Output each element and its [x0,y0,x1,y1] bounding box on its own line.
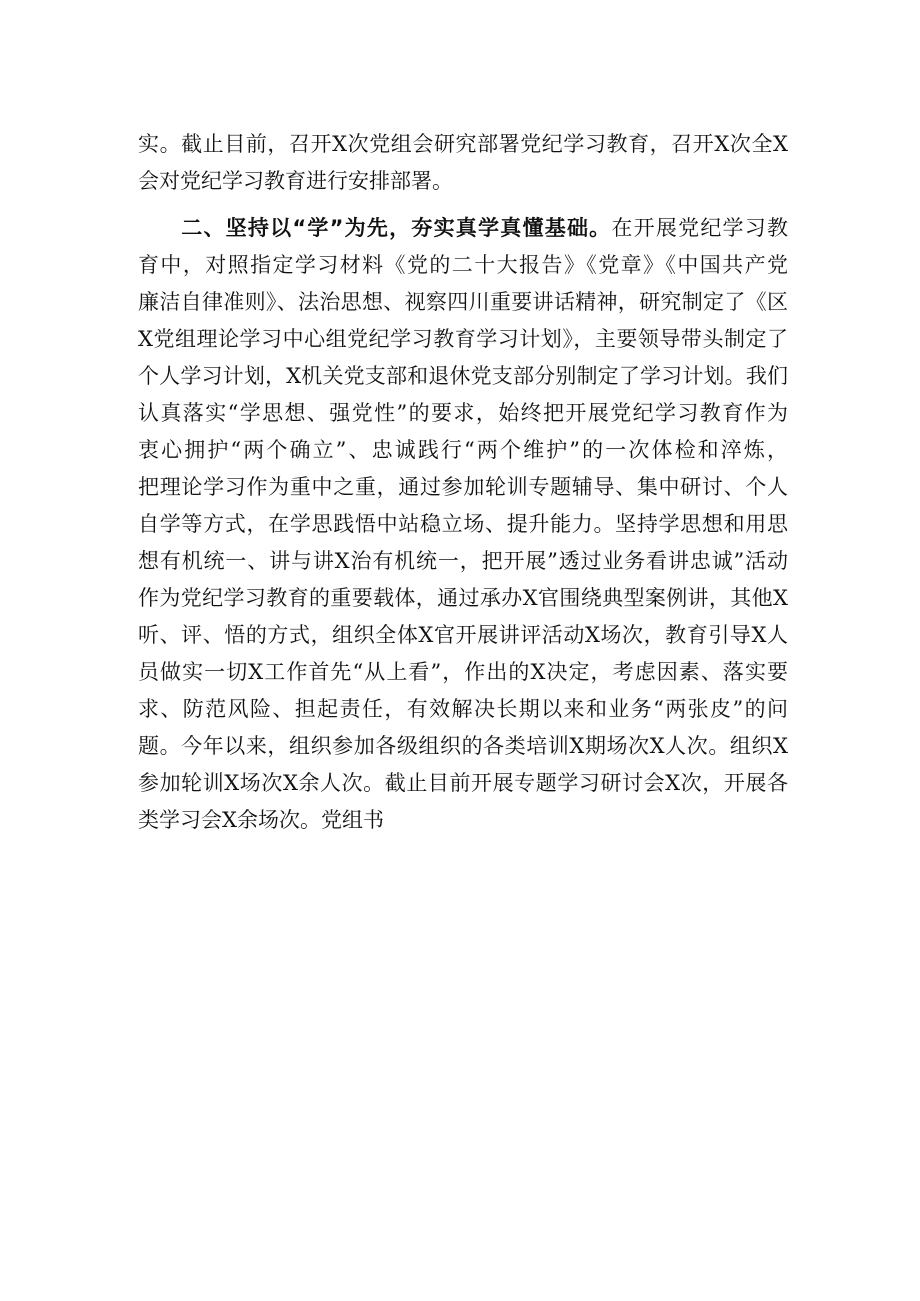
text-line: 题。今年以来，组织参加各级组织的各类培训X期场次X人次。组织X [138,734,788,758]
text-line: 廉洁自律准则》、法治思想、视察四川重要讲话精神，研究制定了《区 [138,290,788,314]
section-heading: 二、坚持以“学”为先，夯实真学真懂基础。 [180,216,612,240]
text-line: 员做实一切X工作首先“从上看”，作出的X决定，考虑因素、落实要 [138,660,788,684]
text-line: 参加轮训X场次X余人次。截止目前开展专题学习研讨会X次，开展各 [138,771,788,795]
text-line: 类学习会X余场次。党组书 [138,808,384,832]
text-line: 听、评、悟的方式，组织全体X官开展讲评活动X场次，教育引导X人 [138,623,788,647]
text-line: 求、防范风险、担起责任，有效解决长期以来和业务“两张皮”的问 [138,697,788,721]
text-line: 把理论学习作为重中之重，通过参加轮训专题辅导、集中研讨、个人 [138,475,788,499]
text-line: 会对党纪学习教育进行安排部署。 [138,169,453,193]
text-line: 想有机统一、讲与讲X治有机统一，把开展”透过业务看讲忠诚”活动 [138,549,788,573]
text-line: 作为党纪学习教育的重要载体，通过承办X官围绕典型案例讲，其他X [138,586,788,610]
text-line: X党组理论学习中心组党纪学习教育学习计划》，主要领导带头制定了 [138,327,788,351]
text-line: 自学等方式，在学思践悟中站稳立场、提升能力。坚持学思想和用思 [138,512,788,536]
text-line: 衷心拥护“两个确立”、忠诚践行“两个维护”的一次体检和淬炼， [138,438,788,462]
text-line: 认真落实“学思想、强党性”的要求，始终把开展党纪学习教育作为 [138,401,788,425]
text-line-first [138,210,788,247]
document-body [138,126,788,839]
text-line: 个人学习计划，X机关党支部和退休党支部分别制定了学习计划。我们 [138,364,788,388]
section-heading-continuation: 在开展党纪学习教 [611,216,788,240]
paragraph-1 [138,126,788,200]
paragraph-spacer [138,200,788,210]
text-line: 育中，对照指定学习材料《党的二十大报告》《党章》《中国共产党 [138,253,788,277]
paragraph-2 [138,210,788,839]
text-line: 实。截止目前，召开X次党组会研究部署党纪学习教育，召开X次全X [138,132,788,156]
